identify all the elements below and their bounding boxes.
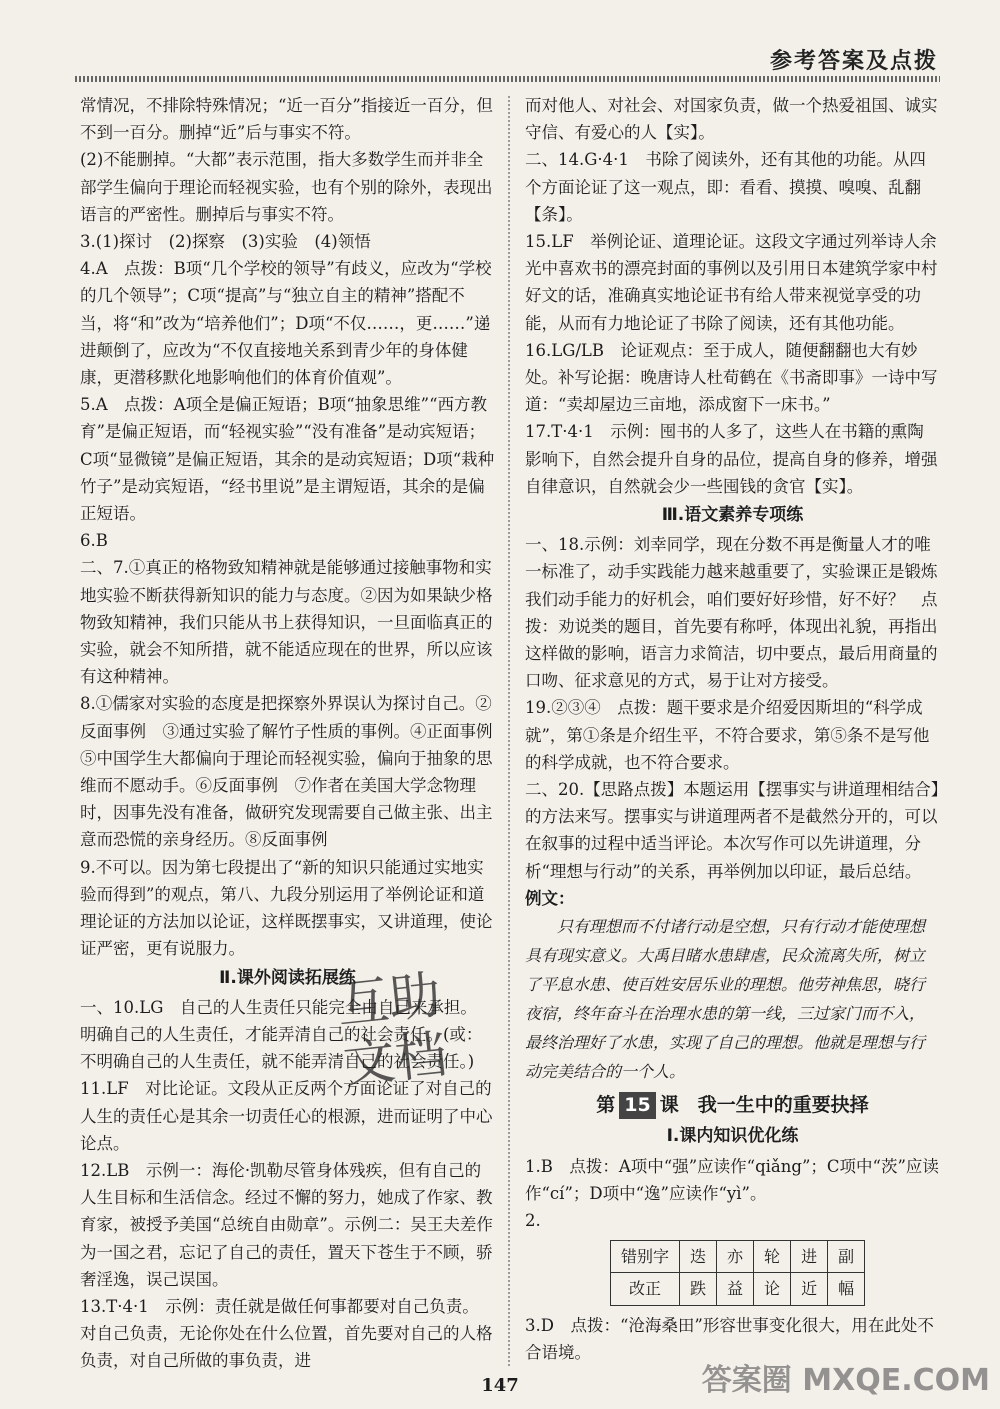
page-number: 147 <box>481 1375 519 1396</box>
lesson-number: 15 <box>619 1092 655 1119</box>
table-row <box>611 1241 865 1273</box>
table-cell: 迭 <box>680 1241 717 1273</box>
answer-11: 11.LF 对比论证。文段从正反两个方面论证了对自己的人生的责任心是其余一切责任心的根源，进而证明了中心论点。 <box>80 1079 493 1153</box>
answer-10: 一、10.LG 自己的人生责任只能完全由自己来承担。 明确自己的人生责任，才能弄清自己的社会责任。(或：不明确自己的人生责任，就不能弄清自己的社会责任。) <box>80 997 486 1072</box>
table-cell: 轮 <box>754 1241 791 1273</box>
answer-18: 一、18.示例：刘幸同学，现在分数不再是衡量人才的唯一标准了，动手实践能力越来越重要了，实验课正是锻炼我们动手能力的好机会，咱们要好好珍惜，好不好？ 点拨：劝说类的题目，首先要有称呼，体现出礼貌，再指出这样做的影响，语言力求简洁，切中要点，最后用商量的口吻、征求意见的方式，易于让对方接受。 <box>525 535 938 691</box>
watermark-logo: 答案圈 MXQE.COM <box>701 1363 990 1398</box>
answer-15: 15.LF 举例论证、道理论证。这段文字通过列举诗人余光中喜欢书的漂亮封面的事例以及引用日本建筑学家中村好文的话，准确真实地论证书有给人带来视觉享受的功能，从而有力地论证了书除了阅读，还有其他功能。 <box>525 232 938 333</box>
lesson-heading <box>525 1092 940 1119</box>
answer-2: 2. <box>525 1210 541 1230</box>
answer-3: 3.D 点拨：“沧海桑田”形容世事变化很大，用在此处不合语境。 <box>525 1315 934 1362</box>
header-divider <box>75 76 940 82</box>
table-cell: 论 <box>754 1273 791 1305</box>
left-column <box>80 92 509 1375</box>
right-column <box>525 92 940 1366</box>
table-cell: 改正 <box>611 1273 680 1305</box>
page-header-title: 参考答案及点拨 <box>769 49 938 74</box>
answer-text: 而对他人、对社会、对国家负责，做一个热爱祖国、诚实守信、有爱心的人【实】。 <box>525 96 938 143</box>
lesson-prefix: 第 <box>596 1094 616 1117</box>
answer-16: 16.LG/LB 论证观点：至于成人，随便翻翻也大有妙处。补写论据：晚唐诗人杜荀鹤在《书斋即事》一诗中写道：“卖却屋边三亩地，添成窗下一床书。” <box>525 340 938 415</box>
table-cell: 跌 <box>680 1273 717 1305</box>
correction-table <box>610 1240 865 1305</box>
table-cell: 亦 <box>717 1241 754 1273</box>
table-cell: 幅 <box>828 1273 865 1305</box>
table-cell: 错别字 <box>611 1241 680 1273</box>
handwritten-mark: 互助文档 <box>334 965 451 1096</box>
answer-12: 12.LB 示例一：海伦·凯勒尽管身体残疾，但有自己的人生目标和生活信念。经过不懈的努力，她成了作家、教育家，被授予美国“总统自由勋章”。示例二：吴王夫差作为一国之君，忘记了自己的责任，置天下苍生于不顾，骄奢淫逸，误己误国。 <box>80 1160 493 1289</box>
answer-9: 9.不可以。因为第七段提出了“新的知识只能通过实地实验而得到”的观点，第八、九段分别运用了举例论证和道理论证的方法加以论证，这样既摆事实，又讲道理，使论证严密，更有说服力。 <box>80 857 493 959</box>
answer-4: 4.A 点拨：B项“几个学校的领导”有歧义，应改为“学校的几个领导”；C项“提高”与“独立自主的精神”搭配不当，将“和”改为“培养他们”；D项“不仅……，更……”递进颠倒了，应改为“不仅直接地关系到青少年的身体健康，更潜移默化地影响他们的体育价值观”。 <box>80 259 492 388</box>
answer-5: 5.A 点拨：A项全是偏正短语；B项“抽象思维”“西方教育”是偏正短语，而“轻视实验”“没有准备”是动宾短语；C项“显微镜”是偏正短语，其余的是动宾短语；D项“栽种竹子”是动宾短语，“经书里说”是主谓短语，其余的是偏正短语。 <box>80 395 495 524</box>
answer-text: 常情况，不排除特殊情况；“近一百分”指接近一百分，但不到一百分。删掉“近”后与事实不符。 <box>80 96 493 143</box>
table-cell: 进 <box>791 1241 828 1273</box>
answer-13: 13.T·4·1 示例：责任就是做任何事都要对自己负责。对自己负责，无论你处在什么位置，首先要对自己的人格负责，对自己所做的事负责，进 <box>80 1296 493 1371</box>
example-label: 例文： <box>525 888 575 908</box>
answer-1: 1.B 点拨：A项中“强”应读作“qiǎng”；C项中“茨”应读作“cí”；D项中“逸”应读作“yì”。 <box>525 1156 939 1203</box>
answer-8: 8.①儒家对实验的态度是把探察外界误认为探讨自己。②反面事例 ③通过实验了解竹子性质的事例。④正面事例 ⑤中国学生大都偏向于理论而轻视实验，偏向于抽象的思维而不愿动手。⑥反面事例 ⑦作者在美国大学念物理时，因事先没有准备，做研究发现需要自己做主张、出主意而恐慌的亲身经历。⑧反面事例 <box>80 694 509 850</box>
example-essay: 只有理想而不付诸行动是空想，只有行动才能使理想具有现实意义。大禹目睹水患肆虐，民众流离失所，树立了平息水患、使百姓安居乐业的理想。他劳神焦思，晓行夜宿，终年奋斗在治理水患的第一线，三过家门而不入，最终治理好了水患，实现了自己的理想。他就是理想与行动完美结合的一个人。 <box>525 917 926 1082</box>
answer-20: 二、20.【思路点拨】本题运用【摆事实与讲道理相结合】的方法来写。摆事实与讲道理两者不是截然分开的，可以在叙事的过程中适当评论。本次写作可以先讲道理，分析“理想与行动”的关系，再举例加以印证，最后总结。 <box>525 780 939 881</box>
answer-14: 二、14.G·4·1 书除了阅读外，还有其他的功能。从四个方面论证了这一观点，即：看看、摸摸、嗅嗅、乱翻【条】。 <box>525 150 926 224</box>
section-heading: Ⅲ.语文素养专项练 <box>661 505 804 526</box>
answer-6: 6.B <box>80 531 108 551</box>
answer-17: 17.T·4·1 示例：囤书的人多了，这些人在书籍的熏陶影响下，自然会提升自身的品位，提高自身的修养，增强自律意识，自然就会少一些囤钱的贪官【实】。 <box>525 422 938 496</box>
table-cell: 近 <box>791 1273 828 1305</box>
answer-3: 3.(1)探讨 (2)探察 (3)实验 (4)领悟 <box>80 232 371 252</box>
answer-19: 19.②③④ 点拨：题干要求是介绍爱因斯坦的“科学成就”，第①条是介绍生平，不符合要求，第⑤条不是写他的科学成就，也不符合要求。 <box>525 698 930 772</box>
table-cell: 益 <box>717 1273 754 1305</box>
table-row <box>611 1273 865 1305</box>
answer-text: (2)不能删掉。“大都”表示范围，指大多数学生而并非全部学生偏向于理论而轻视实验，也有个别的除外，表现出语言的严密性。删掉后与事实不符。 <box>80 150 493 224</box>
answer-7: 二、7.①真正的格物致知精神就是能够通过接触事物和实地实验不断获得新知识的能力与态度。②因为如果缺少格物致知精神，我们只能从书上获得知识，一旦面临真正的实验，就会不知所措，就不能适应现在的世界，所以应该有这种精神。 <box>80 558 493 687</box>
lesson-title: 课 我一生中的重要抉择 <box>659 1094 869 1117</box>
section-heading: Ⅰ.课内知识优化练 <box>666 1126 799 1147</box>
section-heading: Ⅱ.课外阅读拓展练 <box>219 967 356 988</box>
table-cell: 副 <box>828 1241 865 1273</box>
